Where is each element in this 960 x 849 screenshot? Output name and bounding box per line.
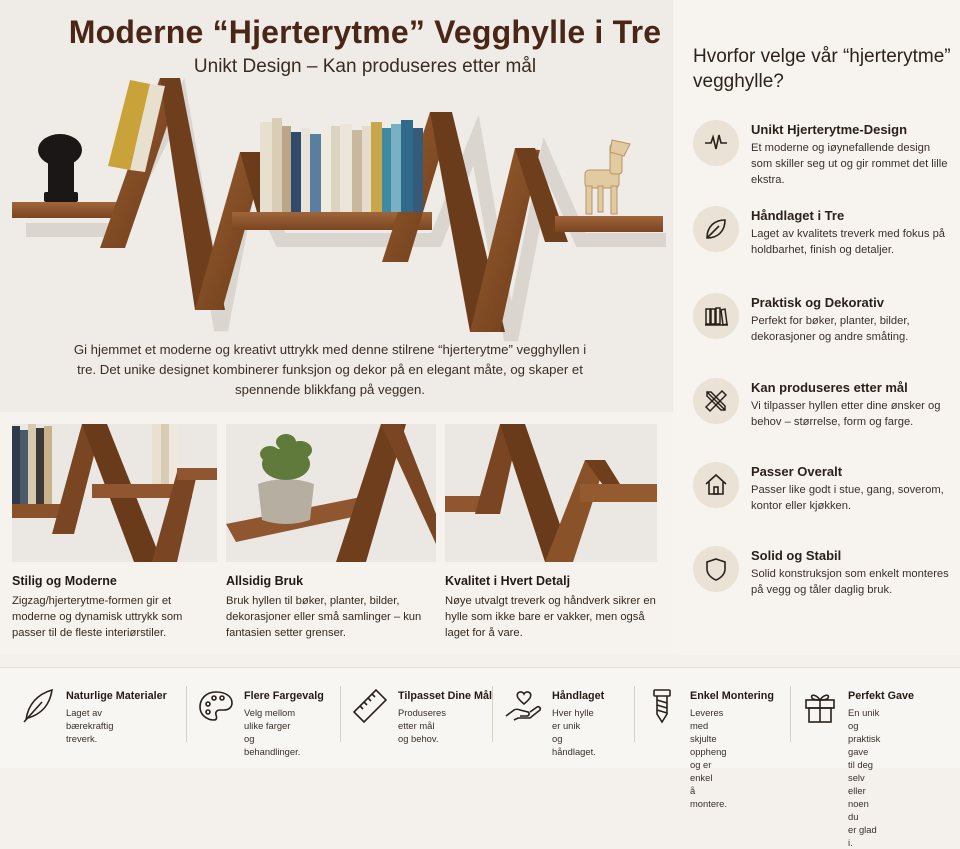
feature-description: Perfekt for bøker, planter, bilder, dekorasjoner og andre småting.: [751, 315, 910, 343]
feature-description: Laget av kvalitets treverk med fokus på holdbarhet, finish og detaljer.: [751, 228, 946, 256]
benefit-title: Perfekt Gave: [848, 690, 915, 702]
house-icon: [693, 462, 739, 508]
card-photo: [445, 424, 657, 562]
card-description: Nøye utvalgt treverk og håndverk sikrer en hylle som ikke bare er vakker, men også laget for å vare.: [445, 595, 656, 639]
ruler-pencil-icon: [693, 378, 739, 424]
divider: [790, 686, 791, 742]
hero-description: Gi hjemmet et moderne og kreativt uttrykk med denne stilrene “hjerterytme” vegghyllen i tre. Det unike designet kombinerer funksjon og dekor på en elegant måte, og skaper et spennende blikkfang på veggen.: [73, 342, 587, 397]
feature-title: Passer Overalt: [751, 464, 843, 479]
benefit-title: Tilpasset Dine Mål: [398, 690, 493, 702]
feature-title: Håndlaget i Tre: [751, 208, 845, 223]
benefit-title: Enkel Montering: [690, 690, 774, 702]
feature-title: Praktisk og Dekorativ: [751, 295, 884, 310]
benefit-description: Velg mellom ulike farger og behandlinger.: [244, 707, 301, 757]
card-usage: [226, 424, 436, 641]
divider: [634, 686, 635, 742]
feature-description: Vi tilpasser hyllen etter dine ønsker og behov – størrelse, form og farge.: [751, 400, 941, 428]
sidebar-title: Hvorfor velge vår “hjerterytme” vegghylle?: [693, 46, 951, 92]
card-style: [12, 424, 217, 641]
card-title: Stilig og Moderne: [12, 574, 117, 588]
card-photo: [12, 424, 217, 562]
card-photo: [226, 424, 436, 562]
feather-icon: [18, 686, 58, 726]
benefit-title: Håndlaget: [552, 690, 605, 702]
gift-icon: [800, 686, 840, 726]
benefit-title: Naturlige Materialer: [66, 690, 167, 702]
screw-icon: [642, 686, 682, 726]
divider: [186, 686, 187, 742]
benefit-description: Produseres etter mål og behov.: [398, 707, 446, 744]
hand-heart-icon: [504, 686, 544, 726]
features-sidebar: [673, 0, 960, 655]
leaf-icon: [693, 206, 739, 252]
shield-icon: [693, 546, 739, 592]
detail-cards: [0, 412, 673, 655]
heartbeat-icon: [693, 120, 739, 166]
card-quality: [445, 424, 657, 641]
divider: [340, 686, 341, 742]
books-icon: [693, 293, 739, 339]
benefit-title: Flere Fargevalg: [244, 690, 324, 702]
ruler-icon: [350, 686, 390, 726]
divider: [492, 686, 493, 742]
feature-title: Solid og Stabil: [751, 548, 842, 563]
feature-title: Unikt Hjerterytme-Design: [751, 122, 908, 137]
card-title: Allsidig Bruk: [226, 574, 304, 588]
benefit-description: Hver hylle er unik og håndlaget.: [552, 707, 596, 757]
hero-shelf-image: [0, 70, 673, 340]
feature-description: Passer like godt i stue, gang, soverom, kontor eller kjøkken.: [751, 484, 944, 512]
palette-icon: [196, 686, 236, 726]
page-title: Moderne “Hjerterytme” Vegghylle i Tre: [68, 14, 662, 50]
benefit-description: Leveres med skjulte oppheng og er enkel å montere.: [690, 707, 727, 809]
card-description: Zigzag/hjerterytme-formen gir et moderne og dynamisk uttrykk som passer til de fleste interiørstiler.: [12, 595, 183, 639]
card-description: Bruk hyllen til bøker, planter, bilder, dekorasjoner eller små samlinger – kun fantasien setter grenser.: [226, 595, 422, 639]
bottom-benefits-bar: [0, 667, 960, 848]
feature-description: Et moderne og iøynefallende design som skiller seg ut og gir rommet det lille ekstra.: [751, 142, 948, 186]
page-subtitle: Unikt Design – Kan produseres etter mål: [193, 56, 537, 77]
benefit-description: Laget av bærekraftig treverk.: [66, 707, 114, 744]
feature-title: Kan produseres etter mål: [751, 380, 908, 395]
feature-description: Solid konstruksjon som enkelt monteres på vegg og tåler daglig bruk.: [751, 568, 949, 596]
card-title: Kvalitet i Hvert Detalj: [445, 574, 571, 588]
benefit-description: En unik og praktisk gave til deg selv eller noen du er glad i.: [848, 707, 881, 848]
